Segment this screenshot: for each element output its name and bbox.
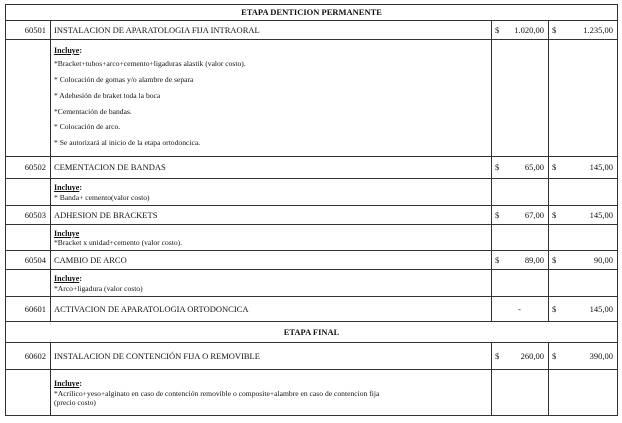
table-row xyxy=(6,21,618,40)
item-description: CEMENTACION DE BANDAS xyxy=(51,157,492,179)
price-b: 145,00 xyxy=(589,303,614,314)
notes-cell: Incluye: *Acrílico+yeso+alginato en caso de contención removible o composite+alambre en caso de contencion fija (precio costo) xyxy=(51,370,492,416)
price-b-cell xyxy=(549,21,618,40)
note-line: *Bracket+tubos+arco+cemento+ligaduras alastik (valor costo). xyxy=(54,59,246,69)
notes-row xyxy=(6,179,618,206)
price-a-cell xyxy=(492,21,549,40)
currency-symbol: $ xyxy=(495,209,500,220)
price-b: 145,00 xyxy=(589,162,614,173)
notes-title: Incluye xyxy=(54,379,80,389)
currency-symbol: $ xyxy=(552,303,557,314)
note-line: *Acrílico+yeso+alginato en caso de contención removible o composite+alambre en caso de contencion fija xyxy=(54,388,380,398)
notes-title: Incluye xyxy=(54,228,80,238)
price-a-cell xyxy=(492,343,549,370)
note-line: *Cementación de bandas. xyxy=(54,106,132,116)
table-row xyxy=(6,343,618,370)
item-code: 60501 xyxy=(6,21,51,40)
notes-row xyxy=(6,270,618,297)
currency-symbol: $ xyxy=(552,162,557,173)
currency-symbol: $ xyxy=(495,24,500,35)
currency-symbol: $ xyxy=(552,209,557,220)
currency-symbol: $ xyxy=(552,24,557,35)
note-line: * Colocación de arco. xyxy=(54,122,121,132)
currency-symbol: $ xyxy=(552,350,557,361)
price-b-cell xyxy=(549,157,618,179)
price-a: 1.020,00 xyxy=(514,24,544,35)
item-code: 60504 xyxy=(6,251,51,270)
price-a: - xyxy=(518,303,521,314)
price-b-cell xyxy=(549,343,618,370)
notes-cell: Incluye: *Arco+ligadura (valor costo) xyxy=(51,270,492,297)
item-code: 60502 xyxy=(6,157,51,179)
note-line: * Adehesión de braket toda la boca xyxy=(54,90,161,100)
section-title-final: ETAPA FINAL xyxy=(6,322,618,343)
price-a-cell xyxy=(492,206,549,225)
notes-row xyxy=(6,225,618,251)
notes-title: Incluye xyxy=(54,46,80,56)
item-description: CAMBIO DE ARCO xyxy=(51,251,492,270)
price-a: 67,00 xyxy=(524,209,544,220)
price-a: 65,00 xyxy=(524,162,544,173)
note-line: * Colocación de gomas y/o alambre de separa xyxy=(54,74,194,84)
price-a-cell xyxy=(492,157,549,179)
price-a-cell xyxy=(492,251,549,270)
notes-cell xyxy=(51,225,492,251)
currency-symbol: $ xyxy=(495,162,500,173)
price-b-cell xyxy=(549,206,618,225)
table-row xyxy=(6,206,618,225)
table-row xyxy=(6,251,618,270)
currency-symbol: $ xyxy=(495,254,500,265)
item-description: INSTALACION DE APARATOLOGIA FIJA INTRAORAL xyxy=(51,21,492,40)
notes-row xyxy=(6,370,618,416)
note-line: * Banda+ cemento(valor costo) xyxy=(54,192,150,202)
notes-cell: Incluye: * Banda+ cemento(valor costo) xyxy=(51,179,492,206)
note-line: *Bracket x unidad+cemento (valor costo). xyxy=(54,238,183,248)
item-description: INSTALACION DE CONTENCIÓN FIJA O REMOVIBLE xyxy=(51,343,492,370)
currency-symbol: $ xyxy=(495,350,500,361)
price-a: 260,00 xyxy=(520,350,544,361)
section-header-row xyxy=(6,322,618,343)
note-line: *Arco+ligadura (valor costo) xyxy=(54,283,143,293)
section-header-row xyxy=(6,5,618,21)
item-code: 60503 xyxy=(6,206,51,225)
price-b: 390,00 xyxy=(589,350,614,361)
note-line: * Se autorizará al inicio de la etapa ortodoncica. xyxy=(54,138,201,148)
item-code: 60602 xyxy=(6,343,51,370)
section-title-permanent: ETAPA DENTICION PERMANENTE xyxy=(6,5,618,21)
currency-symbol: $ xyxy=(552,254,557,265)
notes-row xyxy=(6,40,618,157)
item-description: ACTIVACION DE APARATOLOGIA ORTODONCICA xyxy=(51,297,492,322)
price-b-cell xyxy=(549,297,618,322)
item-description: ADHESION DE BRACKETS xyxy=(51,206,492,225)
notes-title: Incluye xyxy=(54,183,80,193)
price-b: 1.235,00 xyxy=(583,24,614,35)
notes-cell: Incluye: *Bracket+tubos+arco+cemento+ligaduras alastik (valor costo). * Colocación de gomas y/o alambre de separa * Adehesión de braket toda la boca *Cementación de bandas. * Colocación de arco. * Se autorizará al inicio de la etapa ortodoncica. xyxy=(51,40,492,157)
price-b-cell xyxy=(549,251,618,270)
fee-schedule-table xyxy=(5,4,618,416)
price-a-cell xyxy=(492,297,549,322)
item-code: 60601 xyxy=(6,297,51,322)
notes-title: Incluye xyxy=(54,274,80,284)
price-b: 90,00 xyxy=(593,254,614,265)
price-a: 89,00 xyxy=(524,254,544,265)
price-b: 145,00 xyxy=(589,209,614,220)
table-row xyxy=(6,157,618,179)
note-line: (precio costo) xyxy=(54,397,96,407)
table-row xyxy=(6,297,618,322)
